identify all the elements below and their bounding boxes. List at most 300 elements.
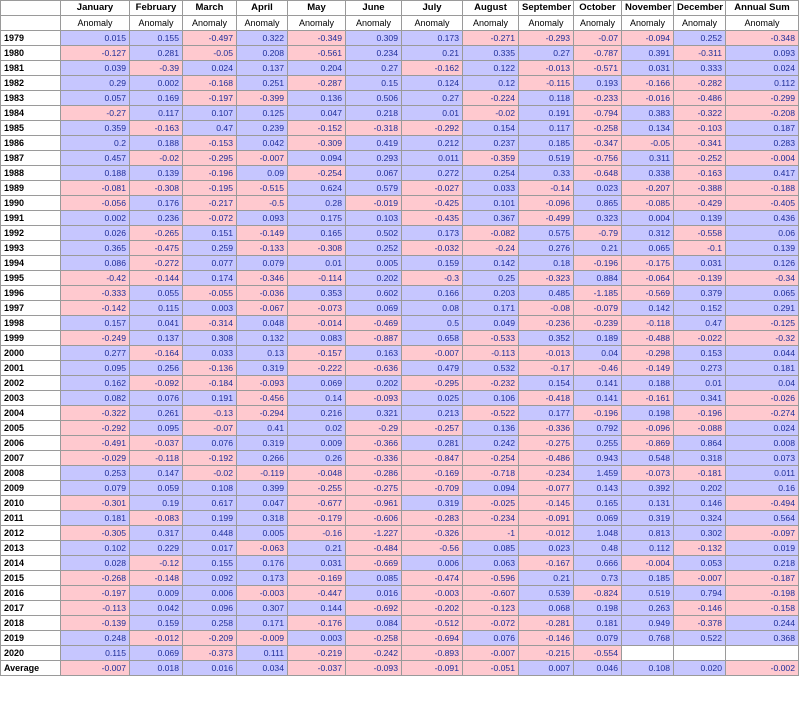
anomaly-cell[interactable]: -0.491 (61, 436, 130, 451)
anomaly-cell[interactable]: 0.020 (674, 661, 726, 676)
anomaly-cell[interactable]: -0.215 (519, 646, 574, 661)
anomaly-cell[interactable]: -0.373 (183, 646, 237, 661)
anomaly-cell[interactable]: 0.202 (346, 271, 402, 286)
anomaly-cell[interactable]: -0.287 (288, 76, 346, 91)
anomaly-cell[interactable]: -0.114 (288, 271, 346, 286)
anomaly-cell[interactable]: 0.016 (183, 661, 237, 676)
anomaly-cell[interactable]: -0.139 (674, 271, 726, 286)
anomaly-cell[interactable]: 0.175 (288, 211, 346, 226)
anomaly-cell[interactable]: 0.539 (519, 586, 574, 601)
anomaly-cell[interactable]: 0.335 (463, 46, 519, 61)
anomaly-cell[interactable]: 0.134 (622, 121, 674, 136)
row-label[interactable]: 1995 (1, 271, 61, 286)
anomaly-cell[interactable]: -0.094 (622, 31, 674, 46)
anomaly-cell[interactable]: -0.026 (726, 391, 799, 406)
header-september[interactable]: September (519, 1, 574, 16)
anomaly-cell[interactable]: 0.519 (622, 586, 674, 601)
anomaly-cell[interactable]: -0.694 (402, 631, 463, 646)
anomaly-cell[interactable]: -0.142 (61, 301, 130, 316)
anomaly-cell[interactable]: -0.254 (288, 166, 346, 181)
header-january[interactable]: January (61, 1, 130, 16)
anomaly-cell[interactable]: 0.132 (237, 331, 288, 346)
anomaly-cell[interactable]: -0.188 (726, 181, 799, 196)
anomaly-cell[interactable]: -0.271 (463, 31, 519, 46)
anomaly-cell[interactable]: -0.198 (726, 586, 799, 601)
anomaly-cell[interactable]: 0.13 (237, 346, 288, 361)
anomaly-cell[interactable]: 0.033 (463, 181, 519, 196)
anomaly-cell[interactable]: 0.813 (622, 526, 674, 541)
row-label[interactable]: 2007 (1, 451, 61, 466)
anomaly-cell[interactable]: 0.065 (726, 286, 799, 301)
row-label[interactable]: 1999 (1, 331, 61, 346)
anomaly-cell[interactable]: -0.093 (346, 391, 402, 406)
anomaly-cell[interactable]: -0.318 (346, 121, 402, 136)
anomaly-cell[interactable]: 0.5 (402, 316, 463, 331)
anomaly-cell[interactable]: 0.166 (402, 286, 463, 301)
anomaly-cell[interactable]: -0.009 (237, 631, 288, 646)
anomaly-cell[interactable]: 0.049 (463, 316, 519, 331)
anomaly-cell[interactable]: -0.179 (288, 511, 346, 526)
anomaly-cell[interactable]: 0.08 (402, 301, 463, 316)
anomaly-cell[interactable]: 0.506 (346, 91, 402, 106)
anomaly-cell[interactable]: -0.022 (674, 331, 726, 346)
anomaly-cell[interactable]: -0.139 (61, 616, 130, 631)
anomaly-cell[interactable]: -0.486 (674, 91, 726, 106)
anomaly-cell[interactable]: 0.202 (346, 376, 402, 391)
anomaly-cell[interactable]: 0.548 (622, 451, 674, 466)
anomaly-cell[interactable]: 0.108 (183, 481, 237, 496)
anomaly-cell[interactable]: -0.272 (130, 256, 183, 271)
anomaly-cell[interactable]: 0.322 (237, 31, 288, 46)
row-label[interactable]: 2002 (1, 376, 61, 391)
anomaly-cell[interactable]: -0.359 (463, 151, 519, 166)
anomaly-cell[interactable]: -0.002 (726, 661, 799, 676)
anomaly-cell[interactable]: -0.569 (622, 286, 674, 301)
anomaly-cell[interactable]: -0.239 (574, 316, 622, 331)
anomaly-cell[interactable]: 0.023 (574, 181, 622, 196)
anomaly-cell[interactable]: 0.006 (183, 586, 237, 601)
anomaly-cell[interactable]: -0.115 (519, 76, 574, 91)
anomaly-cell[interactable]: 0.048 (237, 316, 288, 331)
anomaly-cell[interactable]: 0.865 (574, 196, 622, 211)
anomaly-cell[interactable]: 0.023 (519, 541, 574, 556)
anomaly-cell[interactable]: 0.321 (346, 406, 402, 421)
anomaly-cell[interactable]: 0.069 (574, 511, 622, 526)
anomaly-cell[interactable]: 0.02 (288, 421, 346, 436)
anomaly-cell[interactable]: 0.564 (726, 511, 799, 526)
anomaly-cell[interactable]: 0.108 (622, 661, 674, 676)
anomaly-cell[interactable]: -0.093 (346, 661, 402, 676)
anomaly-cell[interactable]: 0.522 (674, 631, 726, 646)
anomaly-cell[interactable]: 0.519 (519, 151, 574, 166)
anomaly-cell[interactable]: 0.319 (402, 496, 463, 511)
anomaly-cell[interactable]: -0.088 (674, 421, 726, 436)
anomaly-cell[interactable]: -0.305 (61, 526, 130, 541)
anomaly-cell[interactable]: 0.171 (237, 616, 288, 631)
anomaly-cell[interactable]: -0.013 (519, 61, 574, 76)
anomaly-cell[interactable]: 0.028 (61, 556, 130, 571)
anomaly-cell[interactable]: 0.352 (519, 331, 574, 346)
anomaly-cell[interactable]: -0.153 (183, 136, 237, 151)
anomaly-cell[interactable]: 0.173 (402, 226, 463, 241)
anomaly-cell[interactable]: 0.283 (726, 136, 799, 151)
anomaly-cell[interactable]: 0.252 (674, 31, 726, 46)
anomaly-cell[interactable]: 0.102 (61, 541, 130, 556)
anomaly-cell[interactable]: 0.046 (574, 661, 622, 676)
anomaly-cell[interactable]: -0.275 (519, 436, 574, 451)
anomaly-cell[interactable]: -0.961 (346, 496, 402, 511)
anomaly-cell[interactable]: -0.037 (130, 436, 183, 451)
anomaly-cell[interactable]: 0.792 (574, 421, 622, 436)
anomaly-cell[interactable]: 0.73 (574, 571, 622, 586)
anomaly-cell[interactable]: 0.367 (463, 211, 519, 226)
anomaly-cell[interactable]: 0.095 (130, 421, 183, 436)
anomaly-cell[interactable]: -0.474 (402, 571, 463, 586)
anomaly-cell[interactable]: 0.218 (346, 106, 402, 121)
anomaly-cell[interactable]: -0.456 (237, 391, 288, 406)
anomaly-cell[interactable]: -0.42 (61, 271, 130, 286)
anomaly-cell[interactable]: -0.499 (519, 211, 574, 226)
anomaly-cell[interactable]: 0.176 (130, 196, 183, 211)
anomaly-cell[interactable]: 0.212 (402, 136, 463, 151)
anomaly-cell[interactable]: 0.185 (519, 136, 574, 151)
anomaly-cell[interactable]: -0.314 (183, 316, 237, 331)
anomaly-cell[interactable]: -0.418 (519, 391, 574, 406)
anomaly-cell[interactable]: 0.103 (346, 211, 402, 226)
anomaly-cell[interactable]: 0.256 (130, 361, 183, 376)
anomaly-cell[interactable]: 0.181 (726, 361, 799, 376)
row-label[interactable]: 1993 (1, 241, 61, 256)
anomaly-cell[interactable]: -0.163 (674, 166, 726, 181)
anomaly-cell[interactable]: 0.291 (726, 301, 799, 316)
row-label[interactable]: 1985 (1, 121, 61, 136)
anomaly-cell[interactable]: 0.076 (130, 391, 183, 406)
anomaly-cell[interactable]: 0.193 (574, 76, 622, 91)
anomaly-cell[interactable]: 0.096 (183, 601, 237, 616)
anomaly-cell[interactable]: 0.29 (61, 76, 130, 91)
anomaly-cell[interactable]: -0.163 (130, 121, 183, 136)
anomaly-cell[interactable]: 0.112 (726, 76, 799, 91)
anomaly-cell[interactable]: -0.007 (674, 571, 726, 586)
anomaly-cell[interactable]: -1 (463, 526, 519, 541)
anomaly-cell[interactable]: 0.143 (574, 481, 622, 496)
anomaly-cell[interactable]: 0.009 (130, 586, 183, 601)
anomaly-cell[interactable]: 0.383 (622, 106, 674, 121)
anomaly-cell[interactable]: -0.224 (463, 91, 519, 106)
anomaly-cell[interactable] (622, 646, 674, 661)
anomaly-cell[interactable]: -0.067 (237, 301, 288, 316)
anomaly-cell[interactable]: -0.326 (402, 526, 463, 541)
anomaly-cell[interactable]: -1.185 (574, 286, 622, 301)
anomaly-cell[interactable]: 0.003 (183, 301, 237, 316)
anomaly-cell[interactable]: 0.12 (463, 76, 519, 91)
anomaly-cell[interactable]: -0.056 (61, 196, 130, 211)
anomaly-cell[interactable]: -0.208 (726, 106, 799, 121)
anomaly-cell[interactable]: 0.136 (463, 421, 519, 436)
anomaly-cell[interactable]: -0.007 (61, 661, 130, 676)
anomaly-cell[interactable]: -0.787 (574, 46, 622, 61)
anomaly-cell[interactable]: 0.01 (288, 256, 346, 271)
anomaly-cell[interactable]: -0.149 (622, 361, 674, 376)
anomaly-cell[interactable]: -0.323 (519, 271, 574, 286)
anomaly-cell[interactable]: -0.207 (622, 181, 674, 196)
anomaly-cell[interactable]: 0.575 (519, 226, 574, 241)
header-november[interactable]: November (622, 1, 674, 16)
anomaly-cell[interactable]: -0.292 (61, 421, 130, 436)
anomaly-cell[interactable]: 0.457 (61, 151, 130, 166)
anomaly-cell[interactable]: -0.268 (61, 571, 130, 586)
anomaly-cell[interactable]: 0.162 (61, 376, 130, 391)
anomaly-cell[interactable]: 0.353 (288, 286, 346, 301)
anomaly-cell[interactable]: -0.794 (574, 106, 622, 121)
anomaly-cell[interactable]: -0.169 (402, 466, 463, 481)
anomaly-cell[interactable]: 0.324 (674, 511, 726, 526)
anomaly-cell[interactable]: -0.333 (61, 286, 130, 301)
anomaly-cell[interactable]: 0.658 (402, 331, 463, 346)
anomaly-cell[interactable]: -0.336 (519, 421, 574, 436)
anomaly-cell[interactable]: -0.27 (61, 106, 130, 121)
anomaly-cell[interactable]: 0.47 (183, 121, 237, 136)
anomaly-cell[interactable]: -0.019 (346, 196, 402, 211)
anomaly-cell[interactable]: -1.227 (346, 526, 402, 541)
anomaly-cell[interactable]: -0.027 (402, 181, 463, 196)
anomaly-cell[interactable]: 0.084 (346, 616, 402, 631)
anomaly-cell[interactable]: 0.159 (130, 616, 183, 631)
anomaly-cell[interactable]: -0.007 (402, 346, 463, 361)
anomaly-cell[interactable]: -0.282 (674, 76, 726, 91)
anomaly-cell[interactable]: 0.199 (183, 511, 237, 526)
anomaly-cell[interactable]: 0.218 (726, 556, 799, 571)
anomaly-cell[interactable]: 0.044 (726, 346, 799, 361)
anomaly-cell[interactable]: -0.286 (346, 466, 402, 481)
anomaly-cell[interactable]: -0.096 (519, 196, 574, 211)
header-february[interactable]: February (130, 1, 183, 16)
anomaly-cell[interactable]: 0.379 (674, 286, 726, 301)
anomaly-cell[interactable]: -0.123 (463, 601, 519, 616)
anomaly-cell[interactable]: 0.318 (674, 451, 726, 466)
anomaly-cell[interactable]: -0.133 (237, 241, 288, 256)
anomaly-cell[interactable]: -0.399 (237, 91, 288, 106)
anomaly-cell[interactable]: -0.07 (183, 421, 237, 436)
row-label[interactable]: 2010 (1, 496, 61, 511)
anomaly-cell[interactable]: -0.091 (402, 661, 463, 676)
anomaly-cell[interactable]: 0.19 (130, 496, 183, 511)
anomaly-cell[interactable]: -0.447 (288, 586, 346, 601)
row-label[interactable]: 1997 (1, 301, 61, 316)
anomaly-cell[interactable]: 0.019 (726, 541, 799, 556)
anomaly-cell[interactable]: -0.533 (463, 331, 519, 346)
anomaly-cell[interactable]: -0.004 (622, 556, 674, 571)
anomaly-cell[interactable]: -0.157 (288, 346, 346, 361)
anomaly-cell[interactable]: 0.155 (130, 31, 183, 46)
anomaly-cell[interactable]: 0.154 (519, 376, 574, 391)
anomaly-cell[interactable]: 0.155 (183, 556, 237, 571)
anomaly-cell[interactable]: 0.237 (463, 136, 519, 151)
anomaly-cell[interactable]: -0.32 (726, 331, 799, 346)
anomaly-cell[interactable]: 0.042 (130, 601, 183, 616)
anomaly-cell[interactable]: -0.234 (519, 466, 574, 481)
anomaly-cell[interactable]: 0.082 (61, 391, 130, 406)
anomaly-cell[interactable]: 0.033 (183, 346, 237, 361)
anomaly-cell[interactable]: 0.144 (288, 601, 346, 616)
anomaly-cell[interactable]: -0.258 (574, 121, 622, 136)
anomaly-cell[interactable] (726, 646, 799, 661)
anomaly-cell[interactable]: 0.229 (130, 541, 183, 556)
header-may[interactable]: May (288, 1, 346, 16)
anomaly-cell[interactable]: 0.794 (674, 586, 726, 601)
anomaly-cell[interactable]: 0.28 (288, 196, 346, 211)
anomaly-cell[interactable]: -0.484 (346, 541, 402, 556)
anomaly-cell[interactable]: 0.177 (519, 406, 574, 421)
anomaly-cell[interactable]: -0.515 (237, 181, 288, 196)
anomaly-cell[interactable]: -0.161 (622, 391, 674, 406)
anomaly-cell[interactable]: 0.025 (402, 391, 463, 406)
anomaly-cell[interactable]: 0.04 (726, 376, 799, 391)
anomaly-cell[interactable]: 0.124 (402, 76, 463, 91)
anomaly-cell[interactable]: -0.232 (463, 376, 519, 391)
anomaly-cell[interactable]: 0.602 (346, 286, 402, 301)
anomaly-cell[interactable]: 0.188 (622, 376, 674, 391)
anomaly-cell[interactable]: -0.893 (402, 646, 463, 661)
anomaly-cell[interactable]: 0.198 (622, 406, 674, 421)
anomaly-cell[interactable]: -0.295 (183, 151, 237, 166)
row-label[interactable]: 1982 (1, 76, 61, 91)
anomaly-cell[interactable]: -0.486 (519, 451, 574, 466)
anomaly-cell[interactable]: 0.017 (183, 541, 237, 556)
anomaly-cell[interactable]: 0.391 (622, 46, 674, 61)
anomaly-cell[interactable]: -0.166 (622, 76, 674, 91)
anomaly-cell[interactable]: -0.091 (519, 511, 574, 526)
anomaly-cell[interactable]: 0.008 (726, 436, 799, 451)
anomaly-cell[interactable]: -0.093 (237, 376, 288, 391)
anomaly-cell[interactable]: 0.101 (463, 196, 519, 211)
row-label[interactable]: 1983 (1, 91, 61, 106)
anomaly-cell[interactable]: 0.152 (674, 301, 726, 316)
anomaly-cell[interactable]: 0.273 (674, 361, 726, 376)
anomaly-cell[interactable]: 0.016 (346, 586, 402, 601)
anomaly-cell[interactable]: 0.21 (402, 46, 463, 61)
anomaly-cell[interactable]: 0.768 (622, 631, 674, 646)
anomaly-cell[interactable]: -0.561 (288, 46, 346, 61)
anomaly-cell[interactable]: -0.007 (237, 151, 288, 166)
anomaly-cell[interactable]: 0.015 (61, 31, 130, 46)
anomaly-cell[interactable]: -0.299 (726, 91, 799, 106)
anomaly-cell[interactable]: -0.073 (622, 466, 674, 481)
anomaly-cell[interactable]: -0.097 (726, 526, 799, 541)
anomaly-cell[interactable]: 0.319 (237, 361, 288, 376)
anomaly-cell[interactable]: -0.195 (183, 181, 237, 196)
anomaly-cell[interactable]: -0.298 (622, 346, 674, 361)
anomaly-cell[interactable]: -0.39 (130, 61, 183, 76)
anomaly-cell[interactable]: 0.198 (574, 601, 622, 616)
anomaly-cell[interactable]: -0.014 (288, 316, 346, 331)
row-label[interactable]: 2018 (1, 616, 61, 631)
anomaly-cell[interactable]: -0.02 (183, 466, 237, 481)
anomaly-cell[interactable]: -0.196 (674, 406, 726, 421)
anomaly-cell[interactable]: -0.064 (622, 271, 674, 286)
anomaly-cell[interactable]: -0.202 (402, 601, 463, 616)
anomaly-cell[interactable]: -0.56 (402, 541, 463, 556)
anomaly-cell[interactable]: 0.136 (288, 91, 346, 106)
anomaly-cell[interactable]: 0.236 (130, 211, 183, 226)
anomaly-cell[interactable]: -0.3 (402, 271, 463, 286)
anomaly-cell[interactable]: -0.366 (346, 436, 402, 451)
anomaly-cell[interactable]: 0.106 (463, 391, 519, 406)
anomaly-cell[interactable]: 0.341 (674, 391, 726, 406)
anomaly-cell[interactable]: 0.317 (130, 526, 183, 541)
row-label[interactable]: 2017 (1, 601, 61, 616)
anomaly-cell[interactable]: 0.25 (463, 271, 519, 286)
anomaly-cell[interactable]: 0.185 (622, 571, 674, 586)
anomaly-cell[interactable]: 0.293 (346, 151, 402, 166)
anomaly-cell[interactable]: 0.139 (130, 166, 183, 181)
anomaly-cell[interactable]: 0.059 (130, 481, 183, 496)
anomaly-cell[interactable]: -0.05 (622, 136, 674, 151)
anomaly-cell[interactable]: -0.887 (346, 331, 402, 346)
anomaly-cell[interactable]: 0.041 (130, 316, 183, 331)
anomaly-cell[interactable]: -0.016 (622, 91, 674, 106)
anomaly-cell[interactable]: 0.122 (463, 61, 519, 76)
anomaly-cell[interactable]: 0.009 (288, 436, 346, 451)
anomaly-cell[interactable]: 0.076 (183, 436, 237, 451)
anomaly-cell[interactable]: -0.219 (288, 646, 346, 661)
row-label[interactable]: 2015 (1, 571, 61, 586)
row-label[interactable]: 2011 (1, 511, 61, 526)
anomaly-cell[interactable]: 0.092 (183, 571, 237, 586)
anomaly-cell[interactable]: -0.292 (402, 121, 463, 136)
anomaly-cell[interactable]: 0.131 (622, 496, 674, 511)
anomaly-cell[interactable]: 0.005 (346, 256, 402, 271)
row-label[interactable]: 1989 (1, 181, 61, 196)
anomaly-cell[interactable]: -0.636 (346, 361, 402, 376)
anomaly-cell[interactable]: 0.042 (237, 136, 288, 151)
anomaly-cell[interactable]: -0.14 (519, 181, 574, 196)
anomaly-cell[interactable]: 0.031 (288, 556, 346, 571)
anomaly-cell[interactable]: 0.27 (346, 61, 402, 76)
anomaly-cell[interactable]: 0.002 (61, 211, 130, 226)
anomaly-cell[interactable]: 0.26 (288, 451, 346, 466)
anomaly-cell[interactable]: 0.165 (574, 496, 622, 511)
anomaly-cell[interactable]: 0.142 (622, 301, 674, 316)
anomaly-cell[interactable]: 0.15 (346, 76, 402, 91)
anomaly-cell[interactable]: -0.055 (183, 286, 237, 301)
anomaly-cell[interactable]: 1.048 (574, 526, 622, 541)
anomaly-cell[interactable]: 0.095 (61, 361, 130, 376)
anomaly-cell[interactable]: 0.242 (463, 436, 519, 451)
anomaly-cell[interactable]: 0.338 (622, 166, 674, 181)
anomaly-cell[interactable]: -0.02 (130, 151, 183, 166)
anomaly-cell[interactable]: -0.378 (674, 616, 726, 631)
row-label[interactable]: 1992 (1, 226, 61, 241)
header-december[interactable]: December (674, 1, 726, 16)
anomaly-cell[interactable]: 0.005 (237, 526, 288, 541)
anomaly-cell[interactable]: -0.249 (61, 331, 130, 346)
anomaly-cell[interactable]: 0.333 (674, 61, 726, 76)
anomaly-cell[interactable]: 0.073 (726, 451, 799, 466)
anomaly-cell[interactable]: -0.197 (61, 586, 130, 601)
anomaly-cell[interactable]: 0.319 (237, 436, 288, 451)
anomaly-cell[interactable]: -0.079 (574, 301, 622, 316)
anomaly-cell[interactable]: 0.153 (674, 346, 726, 361)
anomaly-cell[interactable]: 0.16 (726, 481, 799, 496)
anomaly-cell[interactable]: 0.171 (463, 301, 519, 316)
anomaly-cell[interactable]: -0.79 (574, 226, 622, 241)
anomaly-cell[interactable]: -0.522 (463, 406, 519, 421)
anomaly-cell[interactable]: 0.093 (237, 211, 288, 226)
anomaly-cell[interactable]: -0.293 (519, 31, 574, 46)
anomaly-cell[interactable]: 0.208 (237, 46, 288, 61)
anomaly-cell[interactable]: -0.164 (130, 346, 183, 361)
